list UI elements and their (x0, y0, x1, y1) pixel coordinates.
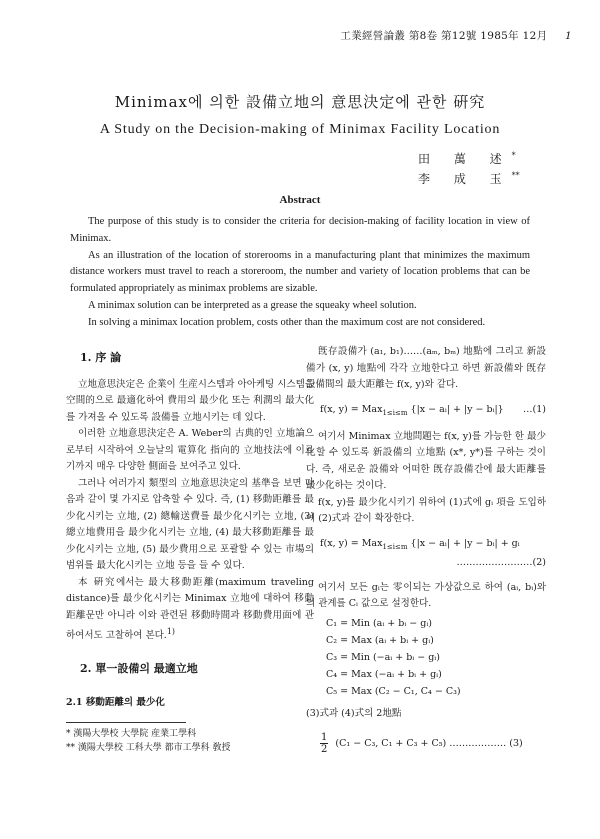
author-2-name: 李 成 玉 (418, 172, 512, 186)
body-paragraph: 그러나 여러가지 類型의 立地意思決定의 基準을 보면 다음과 같이 몇 가지로 압축할 수 있다. 즉, (1) 移動距離를 最少化시키는 立地, (2) 總輸送費를 最少化시키는 立地, (3) 總立地費用을 最少化시키는 立地, (4) 最大移動距離를 最少化시키는 立地, (5) 最少費用으로 포괄할 수 있는 市場의 범위를 最大化시키는 立地 등을 들 수 있다. (66, 477, 314, 571)
equation-rhs: {|x − aᵢ| + |y − bᵢ|} (410, 403, 504, 415)
fraction-half (320, 732, 328, 755)
equation-2 (320, 536, 546, 572)
fraction-denominator: 2 (321, 744, 328, 756)
abstract-paragraph: As an illustration of the location of storerooms in a manufacturing plant that minimizes the maximum distance workers must travel to reach a storeroom, the number and variety of location problems that can be formulated appropriately as minimax problems are sizable. (70, 249, 530, 295)
author-1-name: 田 萬 述 (418, 152, 512, 166)
equation-lhs: f(x, y) = Max (320, 537, 383, 549)
body-paragraph: 이러한 立地意思決定은 A. Weber의 古典的인 立地論으로부터 시작하여 오늘날의 電算化 指向的 立地技法에 이르기까지 매우 다양한 側面을 보여주고 있다. (66, 428, 314, 472)
footnote-ref: 1) (166, 627, 175, 636)
c-equation: C₅ = Max (C₂ − C₁, C₄ − C₃) (326, 685, 461, 697)
right-column (306, 344, 546, 763)
body-paragraph: 旣存設備가 (a₁, b₁)……(aₘ, bₘ) 地點에 그리고 新設備가 (x, y) 地點에 각각 立地한다고 하면 新設備와 旣存設備間의 最大距離는 f(x, y)와 같다. (306, 346, 546, 390)
section-heading-intro: 1. 序 論 (80, 351, 122, 364)
equation-number: ……………………(2) (456, 557, 546, 569)
abstract-paragraph: In solving a minimax location problem, costs other than the maximum cost are not considered. (88, 316, 486, 328)
c-equation: C₁ = Min (aᵢ + bᵢ − gᵢ) (326, 617, 432, 629)
equation-3 (320, 732, 546, 755)
footnote-divider (66, 722, 186, 723)
author-2-mark: ** (511, 171, 520, 180)
title-english: A Study on the Decision-making of Minimax Facility Location (99, 122, 501, 137)
equation-number: …(1) (523, 403, 546, 415)
section-heading-single-facility: 2. 單一設備의 最適立地 (80, 661, 198, 675)
journal-header (300, 28, 572, 43)
title-korean: Minimax에 의한 設備立地의 意思決定에 관한 硏究 (114, 93, 486, 111)
equation-subscript: 1≤i≤m (382, 542, 408, 551)
abstract-body (70, 214, 530, 332)
c-definitions (326, 615, 546, 700)
fraction-numerator: 1 (321, 732, 328, 744)
equation-1 (320, 402, 546, 421)
c-equation: C₂ = Max (aᵢ + bᵢ + gᵢ) (326, 634, 434, 646)
footnote: * 漢陽大學校 大學院 産業工學科 (66, 728, 197, 739)
author-1 (418, 150, 516, 167)
body-paragraph: 立地意思決定은 企業이 生産시스템과 아아케팅 시스템을 空間的으로 最適化하여 費用의 最少化 또는 利潤의 最大化를 가져올 수 있도록 設備를 立地시키는 데 있다. (66, 378, 314, 423)
abstract-heading: Abstract (279, 194, 321, 206)
subsection-heading: 2.1 移動距離의 最少化 (66, 697, 165, 709)
c-equation: C₄ = Max (−aᵢ + bᵢ + gᵢ) (326, 668, 442, 680)
body-paragraph (66, 575, 314, 645)
body-paragraph: 여기서 모든 gᵢ는 零이되는 가상값으로 하여 (aᵢ, bᵢ)와의 관계를 Cᵢ 값으로 설정한다. (306, 581, 546, 610)
c-equation: C₃ = Min (−aᵢ + bᵢ − gᵢ) (326, 651, 440, 663)
equation-body: (C₁ − C₃, C₁ + C₃ + C₅) ……………… (3) (335, 738, 523, 750)
abstract-paragraph: A minimax solution can be interpreted as a grease the squeaky wheel solution. (88, 299, 417, 311)
page-number: 1 (565, 30, 572, 42)
footnote: ** 漢陽大學校 工科大學 都市工學科 敎授 (66, 742, 231, 753)
equation-rhs: {|x − aᵢ| + |y − bᵢ| + gᵢ (410, 537, 520, 549)
author-2 (418, 170, 520, 187)
body-paragraph: f(x, y)를 最少化시키기 위하여 (1)式에 gᵢ 項을 도입하여 (2)式과 같이 확장한다. (306, 496, 546, 525)
journal-citation: 工業經營論叢 第8卷 第12號 1985年 12月 (340, 30, 548, 42)
body-paragraph: 여기서 Minimax 立地問題는 f(x, y)를 가능한 한 最少化할 수 있도록 新設備의 立地點 (x*, y*)를 구하는 것이다. 즉, 새로운 設備와 어떠한 旣存設備간에 最大距離를 最少化하는 것이다. (306, 430, 546, 492)
body-paragraph: (3)式과 (4)式의 2地點 (306, 707, 402, 719)
author-1-mark: * (511, 151, 516, 160)
left-column (66, 344, 314, 755)
equation-lhs: f(x, y) = Max (320, 403, 383, 415)
equation-subscript: 1≤i≤m (382, 408, 408, 417)
abstract-paragraph: The purpose of this study is to consider the criteria for decision-making of facility location in view of Minimax. (70, 216, 530, 244)
body-text: 本 硏究에서는 最大移動距離(maximum traveling distance)를 最少化시키는 Minimax 立地에 대하여 移動距離문만 아니라 이와 관련된 移動時間과 移動費用面에 관하여서도 고찰하여 본다. (66, 576, 314, 642)
